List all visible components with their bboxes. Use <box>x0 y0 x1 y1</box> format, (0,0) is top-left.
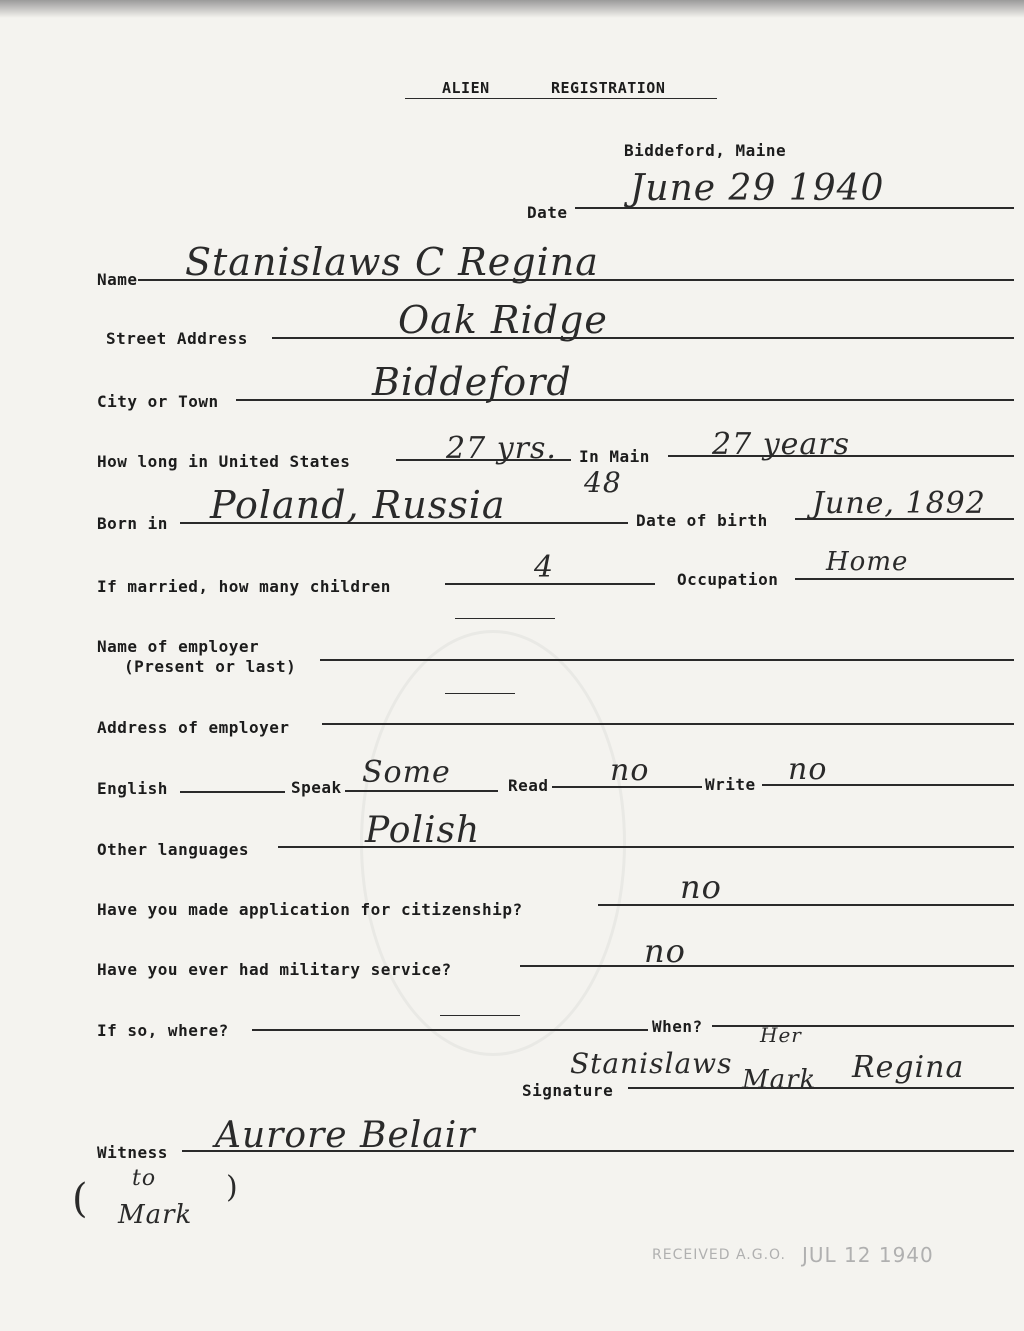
title-underline <box>405 98 717 99</box>
if-so-where-label: If so, where? <box>97 1021 229 1040</box>
received-stamp-date: JUL 12 1940 <box>802 1243 934 1267</box>
form-title-registration: REGISTRATION <box>551 79 666 97</box>
witness-paren-close: ) <box>226 1170 239 1205</box>
form-title-alien: ALIEN <box>442 79 490 97</box>
employer-name-line <box>320 659 1014 661</box>
when-label: When? <box>652 1017 703 1036</box>
date-of-birth-value: June, 1892 <box>812 486 986 521</box>
employer-address-dash <box>445 693 515 694</box>
city-label: City or Town <box>97 392 219 411</box>
write-label: Write <box>705 775 756 794</box>
location: Biddeford, Maine <box>624 141 787 160</box>
date-label: Date <box>527 203 568 222</box>
speak-value: Some <box>362 755 451 790</box>
street-address-label: Street Address <box>106 329 248 348</box>
signature-mark: Mark <box>742 1065 817 1095</box>
citizenship-line <box>598 904 1014 906</box>
years-us-value: 27 yrs. <box>446 431 557 466</box>
witness-value: Aurore Belair <box>215 1115 476 1156</box>
name-value: Stanislaws C Regina <box>185 240 599 284</box>
military-label: Have you ever had military service? <box>97 960 452 979</box>
other-languages-value: Polish <box>365 810 481 851</box>
witness-note-mark: Mark <box>118 1200 193 1230</box>
when-line <box>712 1025 1014 1027</box>
read-value: no <box>610 753 650 788</box>
english-line <box>180 791 285 793</box>
military-line <box>520 965 1014 967</box>
age-value: 48 <box>584 466 622 499</box>
born-in-value: Poland, Russia <box>210 483 506 527</box>
witness-note-to: to <box>132 1166 157 1191</box>
signature-her: Her <box>760 1023 802 1047</box>
occupation-value: Home <box>826 547 909 577</box>
witness-paren-open: ( <box>72 1176 89 1222</box>
employer-name-dash <box>455 618 555 619</box>
scan-shadow <box>0 0 1024 18</box>
military-value: no <box>644 932 686 970</box>
street-address-line <box>272 337 1014 339</box>
employer-address-label: Address of employer <box>97 718 290 737</box>
street-address-value: Oak Ridge <box>398 298 608 342</box>
citizenship-value: no <box>680 868 722 906</box>
occupation-line <box>795 578 1014 580</box>
employer-name-label-1: Name of employer <box>97 637 260 656</box>
name-label: Name <box>97 270 138 289</box>
date-value: June 29 1940 <box>630 168 885 209</box>
employer-address-line <box>322 723 1014 725</box>
other-languages-label: Other languages <box>97 840 249 859</box>
english-label: English <box>97 779 168 798</box>
read-label: Read <box>508 776 549 795</box>
if-so-where-line <box>252 1029 648 1031</box>
city-line <box>236 399 1014 401</box>
speak-line <box>345 790 498 792</box>
witness-label: Witness <box>97 1143 168 1162</box>
signature-line <box>628 1087 1014 1089</box>
years-maine-value: 27 years <box>712 427 851 462</box>
if-so-dash <box>440 1015 520 1016</box>
employer-name-label-2: (Present or last) <box>124 657 297 676</box>
children-value: 4 <box>534 550 555 585</box>
children-label: If married, how many children <box>97 577 391 596</box>
signature-first-name: Stanislaws <box>570 1047 733 1080</box>
in-maine-label: In Main <box>579 447 650 466</box>
received-stamp-text: RECEIVED A.G.O. <box>652 1247 786 1263</box>
born-in-label: Born in <box>97 514 168 533</box>
write-value: no <box>788 752 828 787</box>
speak-label: Speak <box>291 778 342 797</box>
occupation-label: Occupation <box>677 570 779 589</box>
city-value: Biddeford <box>372 360 572 404</box>
how-long-us-label: How long in United States <box>97 452 351 471</box>
citizenship-label: Have you made application for citizenship? <box>97 900 523 919</box>
signature-label: Signature <box>522 1081 614 1100</box>
signature-last-name: Regina <box>852 1050 965 1085</box>
date-of-birth-label: Date of birth <box>636 511 768 530</box>
